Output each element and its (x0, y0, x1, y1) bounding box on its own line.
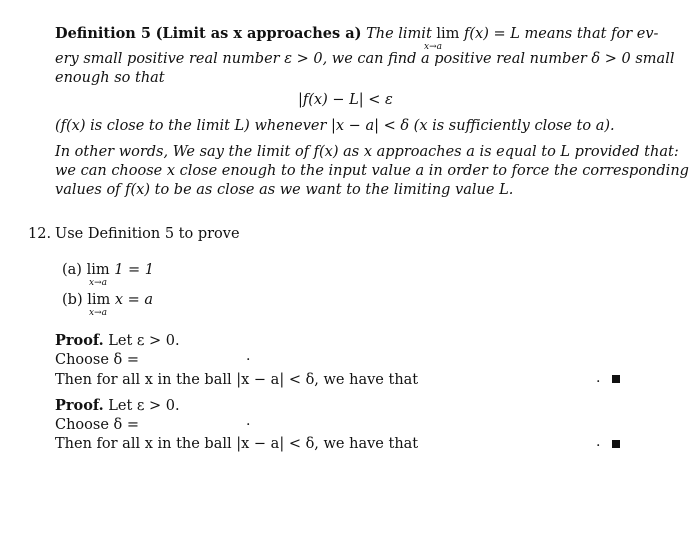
part-b-lim: lim (87, 292, 111, 308)
proof-2-let: Let ε > 0. (108, 398, 180, 414)
definition-label: Definition 5 (55, 25, 151, 42)
part-a-subscript: x→a (89, 278, 107, 288)
lim-operator: lim (436, 26, 460, 42)
definition-heading: (Limit as x approaches a) (155, 25, 362, 42)
definition-line1-rest: f(x) = L means that for ev- (459, 26, 659, 42)
proof-1-end-period: . (596, 370, 601, 386)
definition-line-2: ery small positive real number ε > 0, we can find a positive real number δ > 0 small (55, 51, 675, 67)
definition-line-5: In other words, We say the limit of f(x) as x approaches a is equal to L provided that: (55, 144, 679, 160)
proof-1-title: Proof. (55, 332, 104, 349)
definition-line-3: enough so that (55, 70, 165, 86)
part-b-label: (b) (62, 292, 83, 308)
definition-centered-inequality: |f(x) − L| < ε (298, 92, 393, 108)
proof-2-first-line (55, 397, 180, 415)
proof-1-first-line (55, 332, 180, 350)
proof-1-then: Then for all x in the ball |x − a| < δ, we have that (55, 372, 419, 388)
part-b-subscript: x→a (89, 308, 107, 318)
part-b-expr: x = a (110, 292, 154, 308)
definition-intro: The limit (366, 26, 437, 42)
part-a (62, 261, 154, 279)
definition-line-1 (55, 25, 658, 43)
part-b (62, 291, 153, 309)
definition-line-4: (f(x) is close to the limit L) whenever |x − a| < δ (x is sufficiently close to a). (55, 118, 615, 134)
qed-square-icon (612, 440, 620, 448)
proof-1-choose-period: . (246, 348, 251, 364)
proof-2-title: Proof. (55, 397, 104, 414)
part-a-label: (a) (62, 262, 82, 278)
part-a-expr: 1 = 1 (109, 262, 155, 278)
proof-2-choose: Choose δ = (55, 417, 140, 433)
definition-line-6: we can choose x close enough to the input value a in order to force the corresponding (55, 163, 689, 179)
lim-subscript: x→a (424, 42, 442, 52)
problem-number: 12. (28, 226, 52, 242)
proof-2-end-period: . (596, 434, 601, 450)
part-a-lim: lim (86, 262, 110, 278)
proof-1-let: Let ε > 0. (108, 333, 180, 349)
qed-square-icon (612, 375, 620, 383)
proof-1-choose: Choose δ = (55, 352, 140, 368)
problem-text: Use Definition 5 to prove (55, 226, 240, 242)
definition-line-7: values of f(x) to be as close as we want to the limiting value L. (55, 182, 514, 198)
proof-2-then: Then for all x in the ball |x − a| < δ, we have that (55, 436, 419, 452)
proof-2-choose-period: . (246, 413, 251, 429)
